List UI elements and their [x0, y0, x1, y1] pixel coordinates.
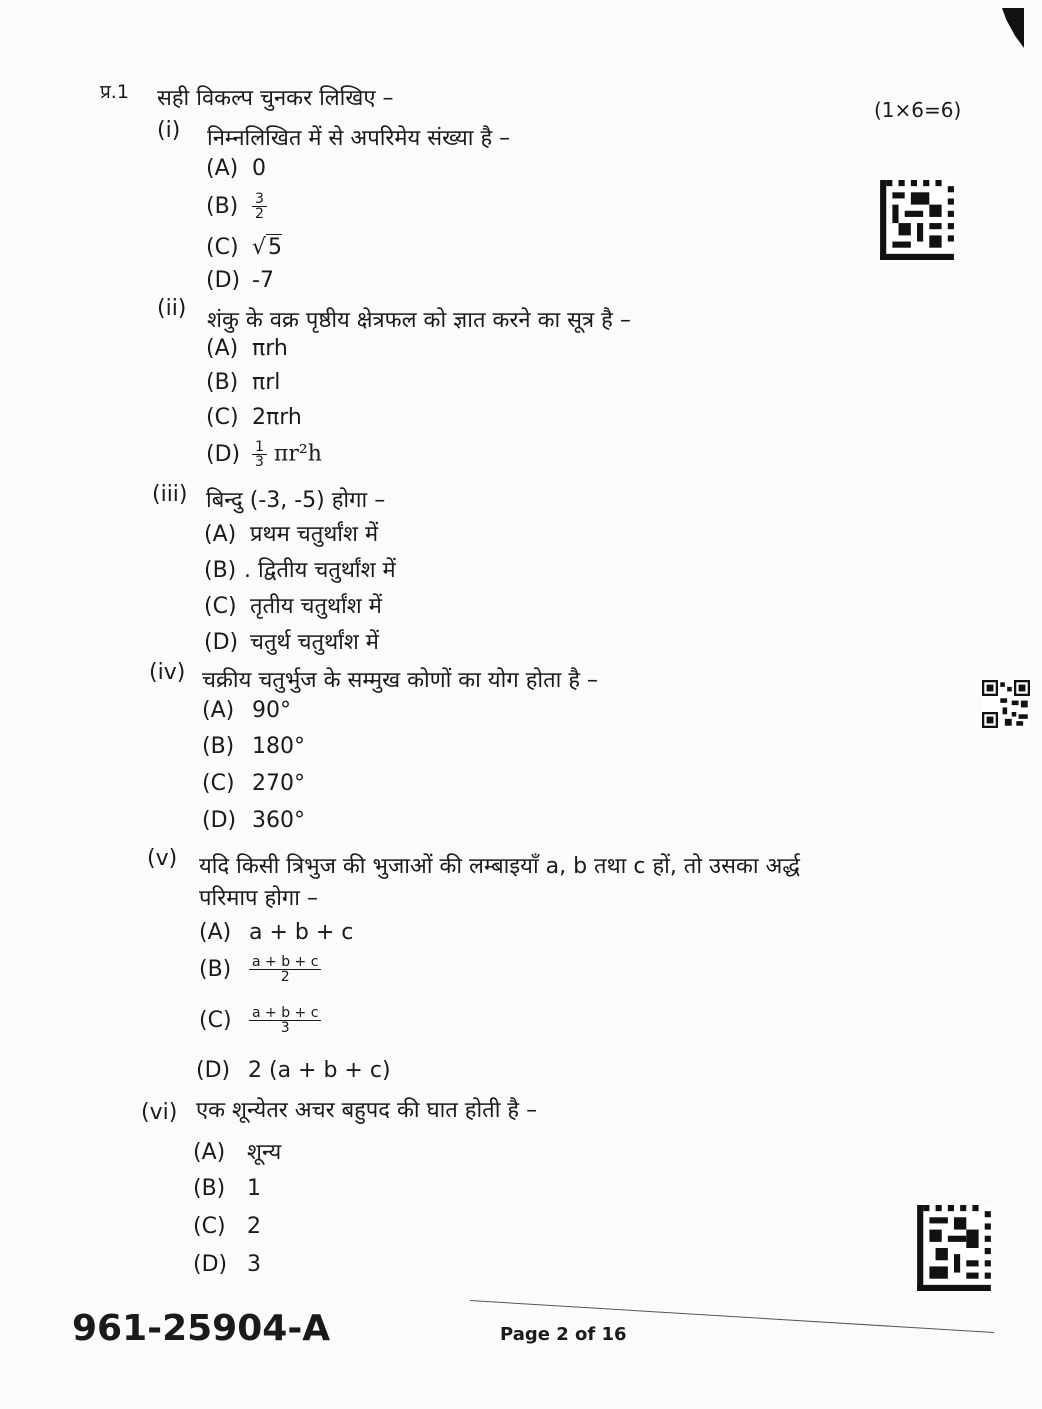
question-iii-number: (iii) [152, 482, 188, 507]
question-v-number: (v) [147, 846, 178, 871]
question-number: प्र.1 [100, 81, 129, 103]
instruction-text: सही विकल्प चुनकर लिखिए – [157, 86, 394, 111]
option-ii-a: (A) πrh [206, 336, 288, 361]
option-v-c: (C) $\frac{a + b + c}{3}$ [199, 1006, 321, 1035]
option-iii-b: (B) . द्वितीय चतुर्थांश में [204, 558, 396, 583]
square-root-symbol: √ [252, 235, 267, 260]
question-vi-number: (vi) [141, 1100, 178, 1125]
corner-registration-mark [1002, 8, 1024, 48]
qr-code [982, 680, 1030, 728]
option-vi-c: (C) 2 [193, 1214, 261, 1239]
option-iv-a: (A) 90° [202, 698, 291, 723]
option-iii-d: (D) चतुर्थ चतुर्थांश में [204, 630, 379, 655]
option-vi-d: (D) 3 [193, 1252, 261, 1277]
option-iv-b: (B) 180° [202, 734, 305, 759]
marks-allocation: (1×6=6) [874, 98, 962, 122]
option-v-a: (A) a + b + c [199, 920, 354, 945]
page-number: Page 2 of 16 [500, 1324, 627, 1345]
question-v-text-line1: यदि किसी त्रिभुज की भुजाओं की लम्बाइयाँ a, b तथा c हों, तो उसका अर्द्ध [199, 854, 800, 879]
option-i-a: (A) 0 [206, 156, 266, 181]
fraction: $\frac{3}{2}$ [252, 192, 267, 221]
option-ii-c: (C) 2πrh [206, 405, 302, 430]
question-ii-number: (ii) [157, 296, 187, 321]
option-v-b: (B) $\frac{a + b + c}{2}$ [199, 955, 321, 984]
question-iv-text: चक्रीय चतुर्भुज के सम्मुख कोणों का योग होता है – [202, 668, 598, 693]
option-ii-b: (B) πrl [206, 370, 281, 395]
question-iii-text: बिन्दु (-3, -5) होगा – [206, 488, 386, 513]
option-iii-a: (A) प्रथम चतुर्थांश में [204, 522, 379, 547]
question-vi-text: एक शून्येतर अचर बहुपद की घात होती है – [196, 1098, 538, 1123]
fraction: $\frac{a + b + c}{3}$ [249, 1006, 321, 1035]
question-iv-number: (iv) [149, 660, 186, 685]
paper-code: 961-25904-A [72, 1308, 331, 1349]
option-v-d: (D) 2 (a + b + c) [196, 1058, 391, 1083]
datamatrix-code-bottom [916, 1205, 992, 1291]
option-vi-a: (A) शून्य [193, 1140, 282, 1165]
question-ii-text: शंकु के वक्र पृष्ठीय क्षेत्रफल को ज्ञात करने का सूत्र है – [207, 308, 631, 333]
fraction: $\frac{1}{3}$ [252, 440, 267, 469]
option-iii-c: (C) तृतीय चतुर्थांश में [204, 594, 382, 619]
datamatrix-code-top [880, 180, 954, 260]
option-ii-d: (D) $\frac{1}{3}$ πr²h [206, 439, 322, 470]
question-v-text-line2: परिमाप होगा – [199, 886, 318, 911]
fraction: $\frac{a + b + c}{2}$ [249, 955, 321, 984]
option-i-d: (D) -7 [206, 268, 274, 293]
question-i-number: (i) [157, 118, 181, 143]
option-i-b: (B) $\frac{3}{2}$ [206, 192, 267, 221]
option-vi-b: (B) 1 [193, 1176, 261, 1201]
option-i-c: (C) √5 [206, 235, 283, 260]
option-iv-c: (C) 270° [202, 771, 305, 796]
option-iv-d: (D) 360° [202, 808, 305, 833]
question-i-text: निम्नलिखित में से अपरिमेय संख्या है – [207, 126, 511, 151]
